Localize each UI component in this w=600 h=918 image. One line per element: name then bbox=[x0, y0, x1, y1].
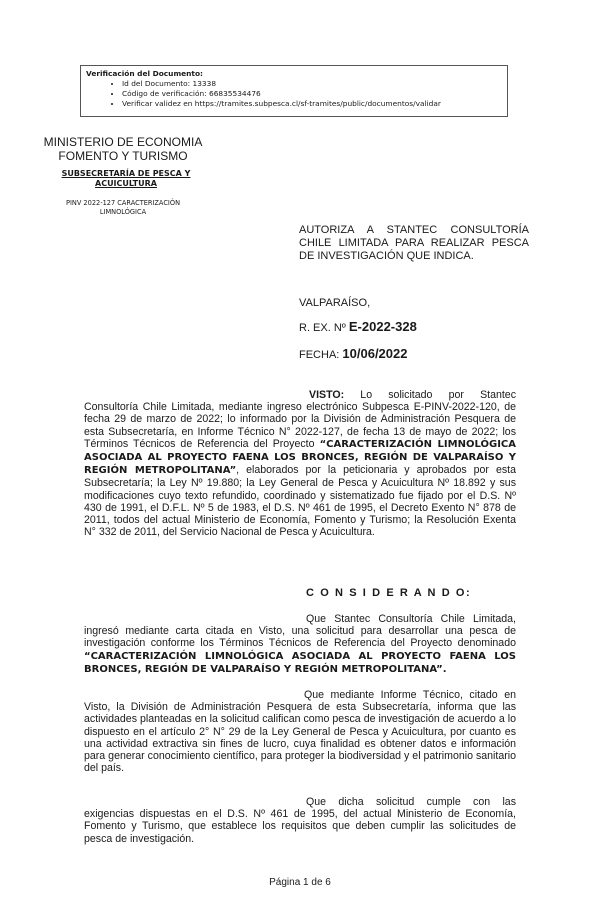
considerando-paragraph-3 bbox=[84, 796, 516, 845]
date-label: FECHA: bbox=[299, 349, 340, 361]
considerando-text-3: Que dicha solicitud cumple con las exigencias dispuestas en el D.S. Nº 461 de 1995, del actual Ministerio de Economía, Fomento y Turismo, que establece los requisitos que deben cumplir las solicitudes de pesca de investigación. bbox=[84, 796, 516, 845]
visto-text-1: Lo solicitado por Stantec Consultoría Chile Limitada, mediante ingreso electrónico Subpesca E-PINV-2022-120, de fecha 29 de marzo de 2022; lo informado por la División de Administración Pesquera de esta Subsecretaría, en Informe Técnico N° 2022-127, de fecha 13 de mayo de 2022; los Términos Técnicos de Referencia del Proyecto bbox=[84, 389, 516, 450]
considerando-text-2: Que mediante Informe Técnico, citado en Visto, la División de Administración Pesquera de esta Subsecretaría, informa que las actividades planteadas en la solicitud califican como pesca de investigación de acuerdo a lo dispuesto en el artículo 2° N° 29 de la Ley General de Pesca y Acuicultura, por cuanto es una actividad extractiva sin fines de lucro, cuya finalidad es obtener datos e información para generar conocimiento científico, para proteger la biodiversidad y el patrimonio sanitario del país. bbox=[84, 689, 516, 775]
ministry-line-1: MINISTERIO DE ECONOMIA bbox=[43, 135, 203, 149]
verification-id: • Id del Documento: 13338 bbox=[122, 79, 502, 89]
verification-title: Verificación del Documento: bbox=[86, 69, 203, 78]
resolution-place: VALPARAÍSO, bbox=[299, 297, 371, 309]
verification-box bbox=[80, 65, 508, 117]
resolution-date bbox=[299, 347, 529, 362]
considerando-paragraph-2 bbox=[84, 689, 516, 774]
verification-url[interactable]: • Verificar validez en https://tramites.subpesca.cl/sf-tramites/public/documentos/validar bbox=[122, 99, 502, 109]
visto-paragraph bbox=[84, 389, 516, 538]
visto-label: VISTO: bbox=[309, 389, 345, 401]
visto-text-2: , elaborados por la peticionaria y aprobados por esta Subsecretaría; la Ley Nº 19.880; la Ley General de Pesca y Acuicultura Nº 18.892 y sus modificaciones cuyo texto refundido, coordinado y sistematizado fue fijado por el D.S. Nº 430 de 1991, el D.F.L. Nº 5 de 1983, el D.S. Nº 461 de 1995, el Decreto Exento N° 878 de 2011, todos del actual Ministerio de Economía, Fomento y Turismo; la Resolución Exenta N° 332 de 2011, del Servicio Nacional de Pesca y Acuicultura. bbox=[84, 464, 516, 539]
resolution-summary: AUTORIZA A STANTEC CONSULTORÍA CHILE LIMITADA PARA REALIZAR PESCA DE INVESTIGACIÓN QUE INDICA. bbox=[299, 224, 529, 262]
considerando-text-1: Que Stantec Consultoría Chile Limitada, ingresó mediante carta citada en Visto, una solicitud para desarrollar una pesca de investigación conforme los Términos Técnicos de Referencia del Proyecto denominado bbox=[84, 613, 516, 650]
resolution-number bbox=[299, 320, 529, 335]
considerando-heading: C O N S I D E R A N D O: bbox=[306, 587, 472, 599]
subsecretaria-name: SUBSECRETARÍA DE PESCA Y ACUICULTURA bbox=[61, 169, 191, 188]
considerando-paragraph-1 bbox=[84, 613, 516, 676]
verification-code: • Código de verificación: 66835534476 bbox=[122, 89, 502, 99]
rex-label: R. EX. Nº bbox=[299, 322, 346, 334]
rex-number: E-2022-328 bbox=[348, 319, 417, 334]
page-number: Página 1 de 6 bbox=[269, 877, 331, 888]
ministry-line-2: FOMENTO Y TURISMO bbox=[58, 149, 188, 163]
visto-project-name: “CARACTERIZACIÓN LIMNOLÓGICA ASOCIADA AL PROYECTO FAENA LOS BRONCES, REGIÓN DE VALPARAÍSO Y REGIÓN METROPOLITANA” bbox=[84, 438, 516, 477]
verification-list bbox=[86, 79, 502, 109]
considerando-project-name: “CARACTERIZACIÓN LIMNOLÓGICA ASOCIADA AL PROYECTO FAENA LOS BRONCES, REGIÓN DE VALPARAÍSO Y REGIÓN METROPOLITANA”. bbox=[84, 650, 516, 675]
pinv-reference: PINV 2022-127 CARACTERIZACIÓN LIMNOLÓGICA bbox=[65, 199, 181, 216]
date-value: 10/06/2022 bbox=[342, 346, 408, 361]
ministry-name bbox=[28, 135, 218, 163]
